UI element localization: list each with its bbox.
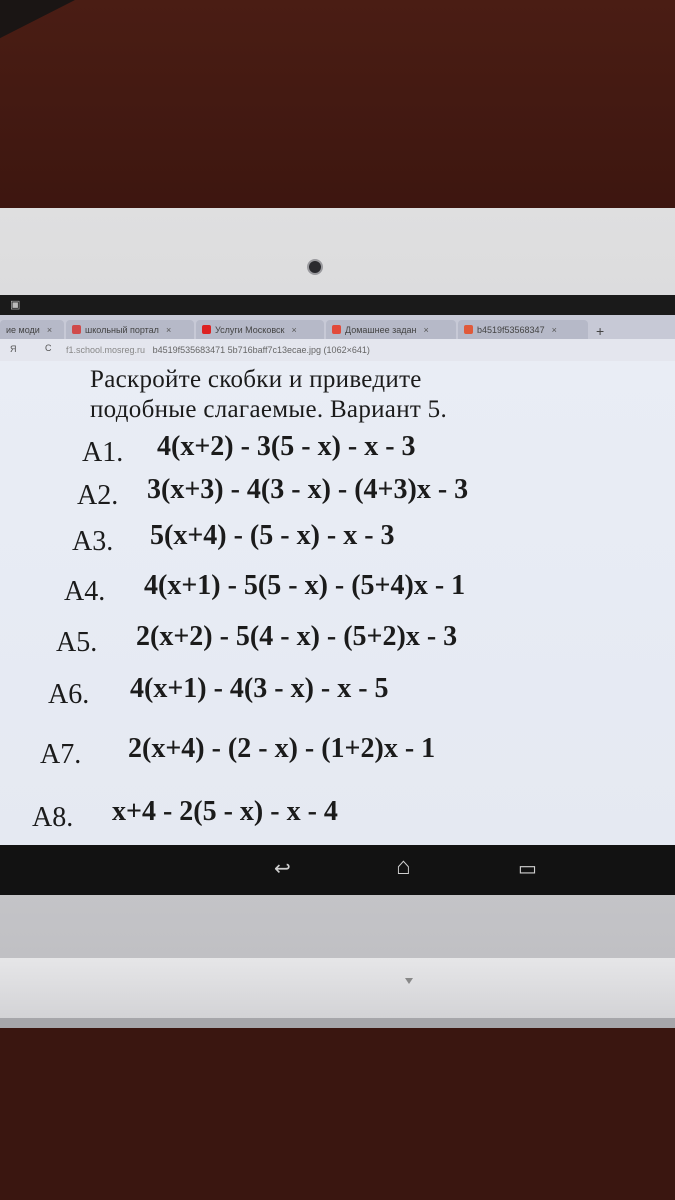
notification-icon: ▣ [10, 299, 21, 311]
url-path: b4519f535683471 5b716baff7c13ecae.jpg (1062×641) [152, 345, 370, 355]
task-title-line: подобные слагаемые. Вариант 5. [90, 396, 447, 423]
browser-tab[interactable] [326, 320, 456, 339]
browser-tab[interactable] [196, 320, 324, 339]
item-label: А6. [48, 679, 90, 710]
tab-label: школьный портал [85, 324, 159, 335]
close-icon[interactable]: × [46, 324, 53, 335]
close-icon[interactable]: × [423, 324, 429, 335]
cable [0, 0, 259, 42]
item-expression: 4(x+1) - 5(5 - x) - (5+4)x - 1 [144, 570, 466, 601]
task-title [90, 365, 447, 425]
browser-tab-active[interactable] [458, 320, 588, 339]
camera-icon [309, 261, 321, 273]
item-expression: 2(x+2) - 5(4 - x) - (5+2)x - 3 [136, 621, 458, 652]
item-expression: 4(x+2) - 3(5 - x) - x - 3 [157, 431, 416, 462]
item-label: А1. [82, 437, 124, 468]
item-label: А4. [64, 576, 106, 607]
item-expression: 3(x+3) - 4(3 - x) - (4+3)x - 3 [147, 474, 469, 505]
browser-tab[interactable] [66, 320, 194, 339]
url-host: f1.school.mosreg.ru [66, 345, 146, 355]
speaker-grille [405, 978, 413, 984]
favicon-icon [202, 325, 211, 334]
item-expression: 5(x+4) - (5 - x) - x - 3 [150, 520, 395, 551]
reload-icon[interactable]: C [45, 343, 52, 353]
browser-tab[interactable] [0, 320, 64, 339]
close-icon[interactable]: × [165, 324, 172, 335]
item-expression: 4(x+1) - 4(3 - x) - x - 5 [130, 673, 389, 704]
favicon-icon [72, 325, 81, 334]
item-expression: x+4 - 2(5 - x) - x - 4 [112, 796, 338, 827]
home-icon[interactable]: ⌂ [396, 853, 411, 880]
yandex-icon[interactable]: Я [10, 344, 17, 354]
page-content [0, 361, 675, 845]
status-bar [0, 295, 675, 315]
item-label: А2. [77, 480, 119, 511]
new-tab-button[interactable]: + [596, 323, 605, 339]
item-label: А8. [32, 802, 74, 833]
url-text [66, 345, 370, 355]
browser-tab-bar [0, 315, 675, 339]
tab-label: ие моди [6, 324, 40, 335]
item-label: А7. [40, 739, 82, 770]
item-expression: 2(x+4) - (2 - x) - (1+2)x - 1 [128, 733, 436, 764]
back-icon[interactable]: ↩ [274, 858, 291, 880]
item-label: А5. [56, 627, 98, 658]
tab-label: Домашнее задан [345, 324, 417, 335]
android-nav-bar [0, 845, 675, 895]
recents-icon[interactable]: ▭ [518, 858, 537, 880]
address-bar[interactable] [0, 339, 675, 361]
favicon-icon [332, 325, 341, 334]
tablet-bezel-bottom [0, 958, 675, 1018]
task-title-line: Раскройте скобки и приведите [90, 366, 422, 393]
item-label: А3. [72, 526, 114, 557]
favicon-icon [464, 325, 473, 334]
tab-label: Услуги Московск [215, 324, 285, 335]
close-icon[interactable]: × [551, 324, 557, 335]
tablet-screen [0, 295, 675, 895]
close-icon[interactable]: × [291, 324, 297, 335]
tab-label: b4519f53568347 [477, 324, 545, 335]
tablet-edge [0, 1018, 675, 1028]
